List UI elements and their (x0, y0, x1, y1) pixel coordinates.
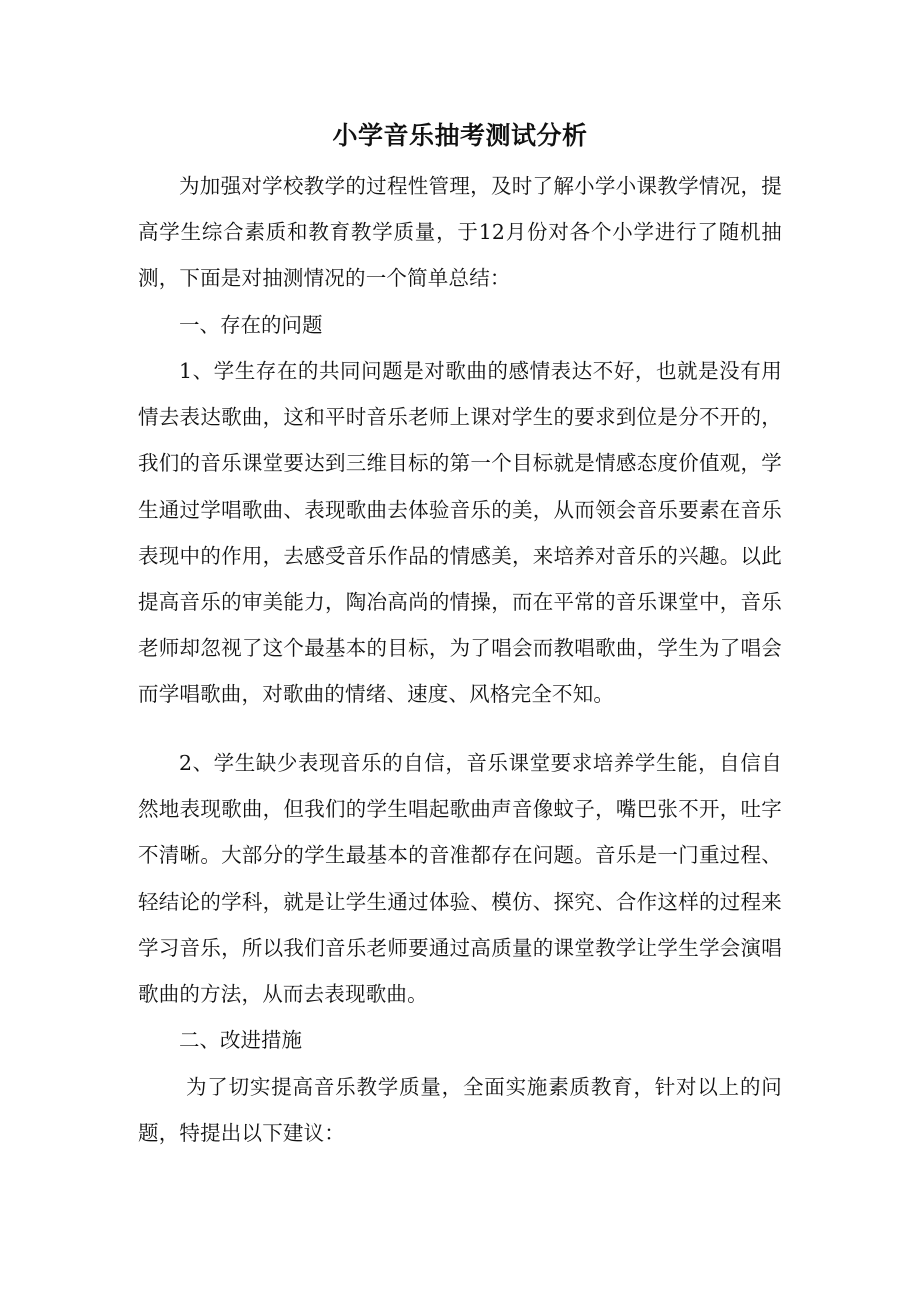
document-title: 小学音乐抽考测试分析 (332, 121, 588, 150)
problem-paragraph-1: 1、学生存在的共同问题是对歌曲的感情表达不好，也就是没有用情去表达歌曲，这和平时音乐老师上课对学生的要求到位是分不开的，我们的音乐课堂要达到三维目标的第一个目标就是情感态度价值观，学生通过学唱歌曲、表现歌曲去体验音乐的美，从而领会音乐要素在音乐表现中的作用，去感受音乐作品的情感美，来培养对音乐的兴趣。以此提高音乐的审美能力，陶冶高尚的情操，而在平常的音乐课堂中，音乐老师却忽视了这个最基本的目标，为了唱会而教唱歌曲，学生为了唱会而学唱歌曲，对歌曲的情绪、速度、风格完全不知。 (138, 359, 782, 707)
problem-paragraph-2: 2、学生缺少表现音乐的自信，音乐课堂要求培养学生能，自信自然地表现歌曲，但我们的学生唱起歌曲声音像蚊子，嘴巴张不开，吐字不清晰。大部分的学生最基本的音准都存在问题。音乐是一门重过程、轻结论的学科，就是让学生通过体验、模仿、探究、合作这样的过程来学习音乐，所以我们音乐老师要通过高质量的课堂教学让学生学会演唱歌曲的方法，从而去表现歌曲。 (138, 751, 782, 1007)
section-heading-problems: 一、存在的问题 (179, 313, 323, 337)
measures-intro-paragraph: 为了切实提高音乐教学质量，全面实施素质教育，针对以上的问题，特提出以下建议： (138, 1075, 782, 1146)
intro-paragraph: 为加强对学校教学的过程性管理，及时了解小学小课教学情况，提高学生综合素质和教育教学质量，于12月份对各个小学进行了随机抽测，下面是对抽测情况的一个简单总结： (138, 174, 782, 291)
document-page (138, 0, 782, 1302)
section-heading-measures: 二、改进措施 (179, 1028, 302, 1052)
